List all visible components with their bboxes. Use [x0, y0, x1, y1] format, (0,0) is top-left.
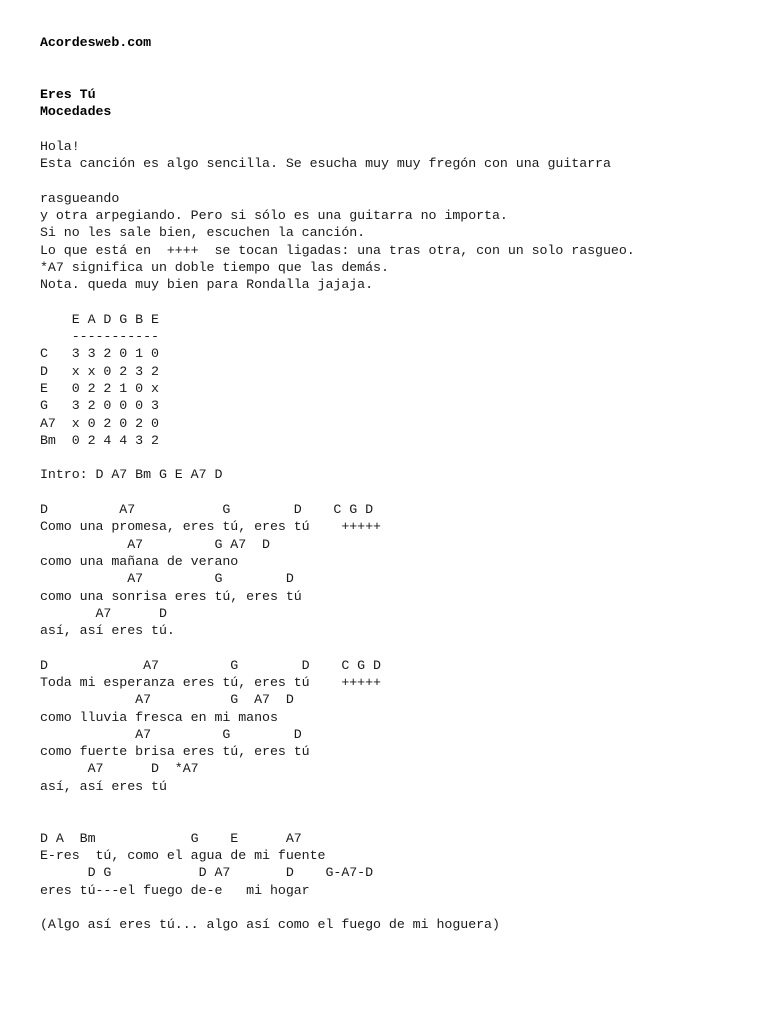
- text-line: así, así eres tú.: [40, 623, 175, 639]
- blank-line: [40, 899, 758, 916]
- text-line: A7 G A7 D: [40, 692, 294, 708]
- text-line: A7 G D: [40, 571, 294, 587]
- text-line: Toda mi esperanza eres tú, eres tú +++++: [40, 674, 381, 690]
- text-line: Nota. queda muy bien para Rondalla jajaja.: [40, 277, 374, 293]
- site-name: Acordesweb.com: [40, 35, 152, 50]
- song-title: Eres Tú: [40, 86, 96, 102]
- text-line: -----------: [40, 329, 159, 345]
- text-line: A7 G D: [40, 726, 302, 742]
- text-line: como una sonrisa eres tú, eres tú: [40, 588, 302, 604]
- blank-line: [40, 120, 758, 137]
- text-line: rasgueando: [40, 190, 120, 206]
- text-line: como una mañana de verano: [40, 553, 239, 569]
- blank-line: [40, 293, 758, 310]
- song-artist: Mocedades: [40, 104, 112, 120]
- text-line: D A7 G D C G D: [40, 502, 374, 518]
- text-line: Esta canción es algo sencilla. Se esucha muy muy fregón con una guitarra: [40, 156, 611, 172]
- text-line: Hola!: [40, 138, 80, 154]
- blank-line: [40, 172, 758, 189]
- text-line: A7 G A7 D: [40, 536, 270, 552]
- text-line: y otra arpegiando. Pero si sólo es una guitarra no importa.: [40, 207, 508, 223]
- text-line: C 3 3 2 0 1 0: [40, 346, 159, 362]
- blank-line: [40, 69, 758, 86]
- text-line: Lo que está en ++++ se tocan ligadas: una tras otra, con un solo rasgueo.: [40, 242, 635, 258]
- blank-line: [40, 484, 758, 501]
- text-line: D A7 G D C G D: [40, 657, 381, 673]
- text-line: D x x 0 2 3 2: [40, 363, 159, 379]
- text-line: G 3 2 0 0 0 3: [40, 398, 159, 414]
- text-line: Intro: D A7 Bm G E A7 D: [40, 467, 223, 483]
- song-document: [40, 34, 758, 933]
- text-line: como lluvia fresca en mi manos: [40, 709, 278, 725]
- text-line: Bm 0 2 4 4 3 2: [40, 432, 159, 448]
- text-line: Como una promesa, eres tú, eres tú +++++: [40, 519, 381, 535]
- text-line: E 0 2 2 1 0 x: [40, 380, 159, 396]
- blank-line: [40, 51, 758, 68]
- text-line: *A7 significa un doble tiempo que las demás.: [40, 259, 389, 275]
- text-line: así, así eres tú: [40, 778, 167, 794]
- text-line: A7 x 0 2 0 2 0: [40, 415, 159, 431]
- text-line: E A D G B E: [40, 311, 159, 327]
- blank-line: [40, 795, 758, 812]
- text-line: (Algo así eres tú... algo así como el fuego de mi hoguera): [40, 917, 500, 933]
- blank-line: [40, 639, 758, 656]
- text-line: D A Bm G E A7: [40, 830, 302, 846]
- text-line: E-res tú, como el agua de mi fuente: [40, 847, 326, 863]
- text-line: como fuerte brisa eres tú, eres tú: [40, 744, 310, 760]
- text-line: A7 D: [40, 605, 167, 621]
- text-line: eres tú---el fuego de-e mi hogar: [40, 882, 310, 898]
- blank-line: [40, 449, 758, 466]
- text-line: A7 D *A7: [40, 761, 199, 777]
- text-line: D G D A7 D G-A7-D: [40, 865, 374, 881]
- text-line: Si no les sale bien, escuchen la canción.: [40, 225, 366, 241]
- blank-line: [40, 812, 758, 829]
